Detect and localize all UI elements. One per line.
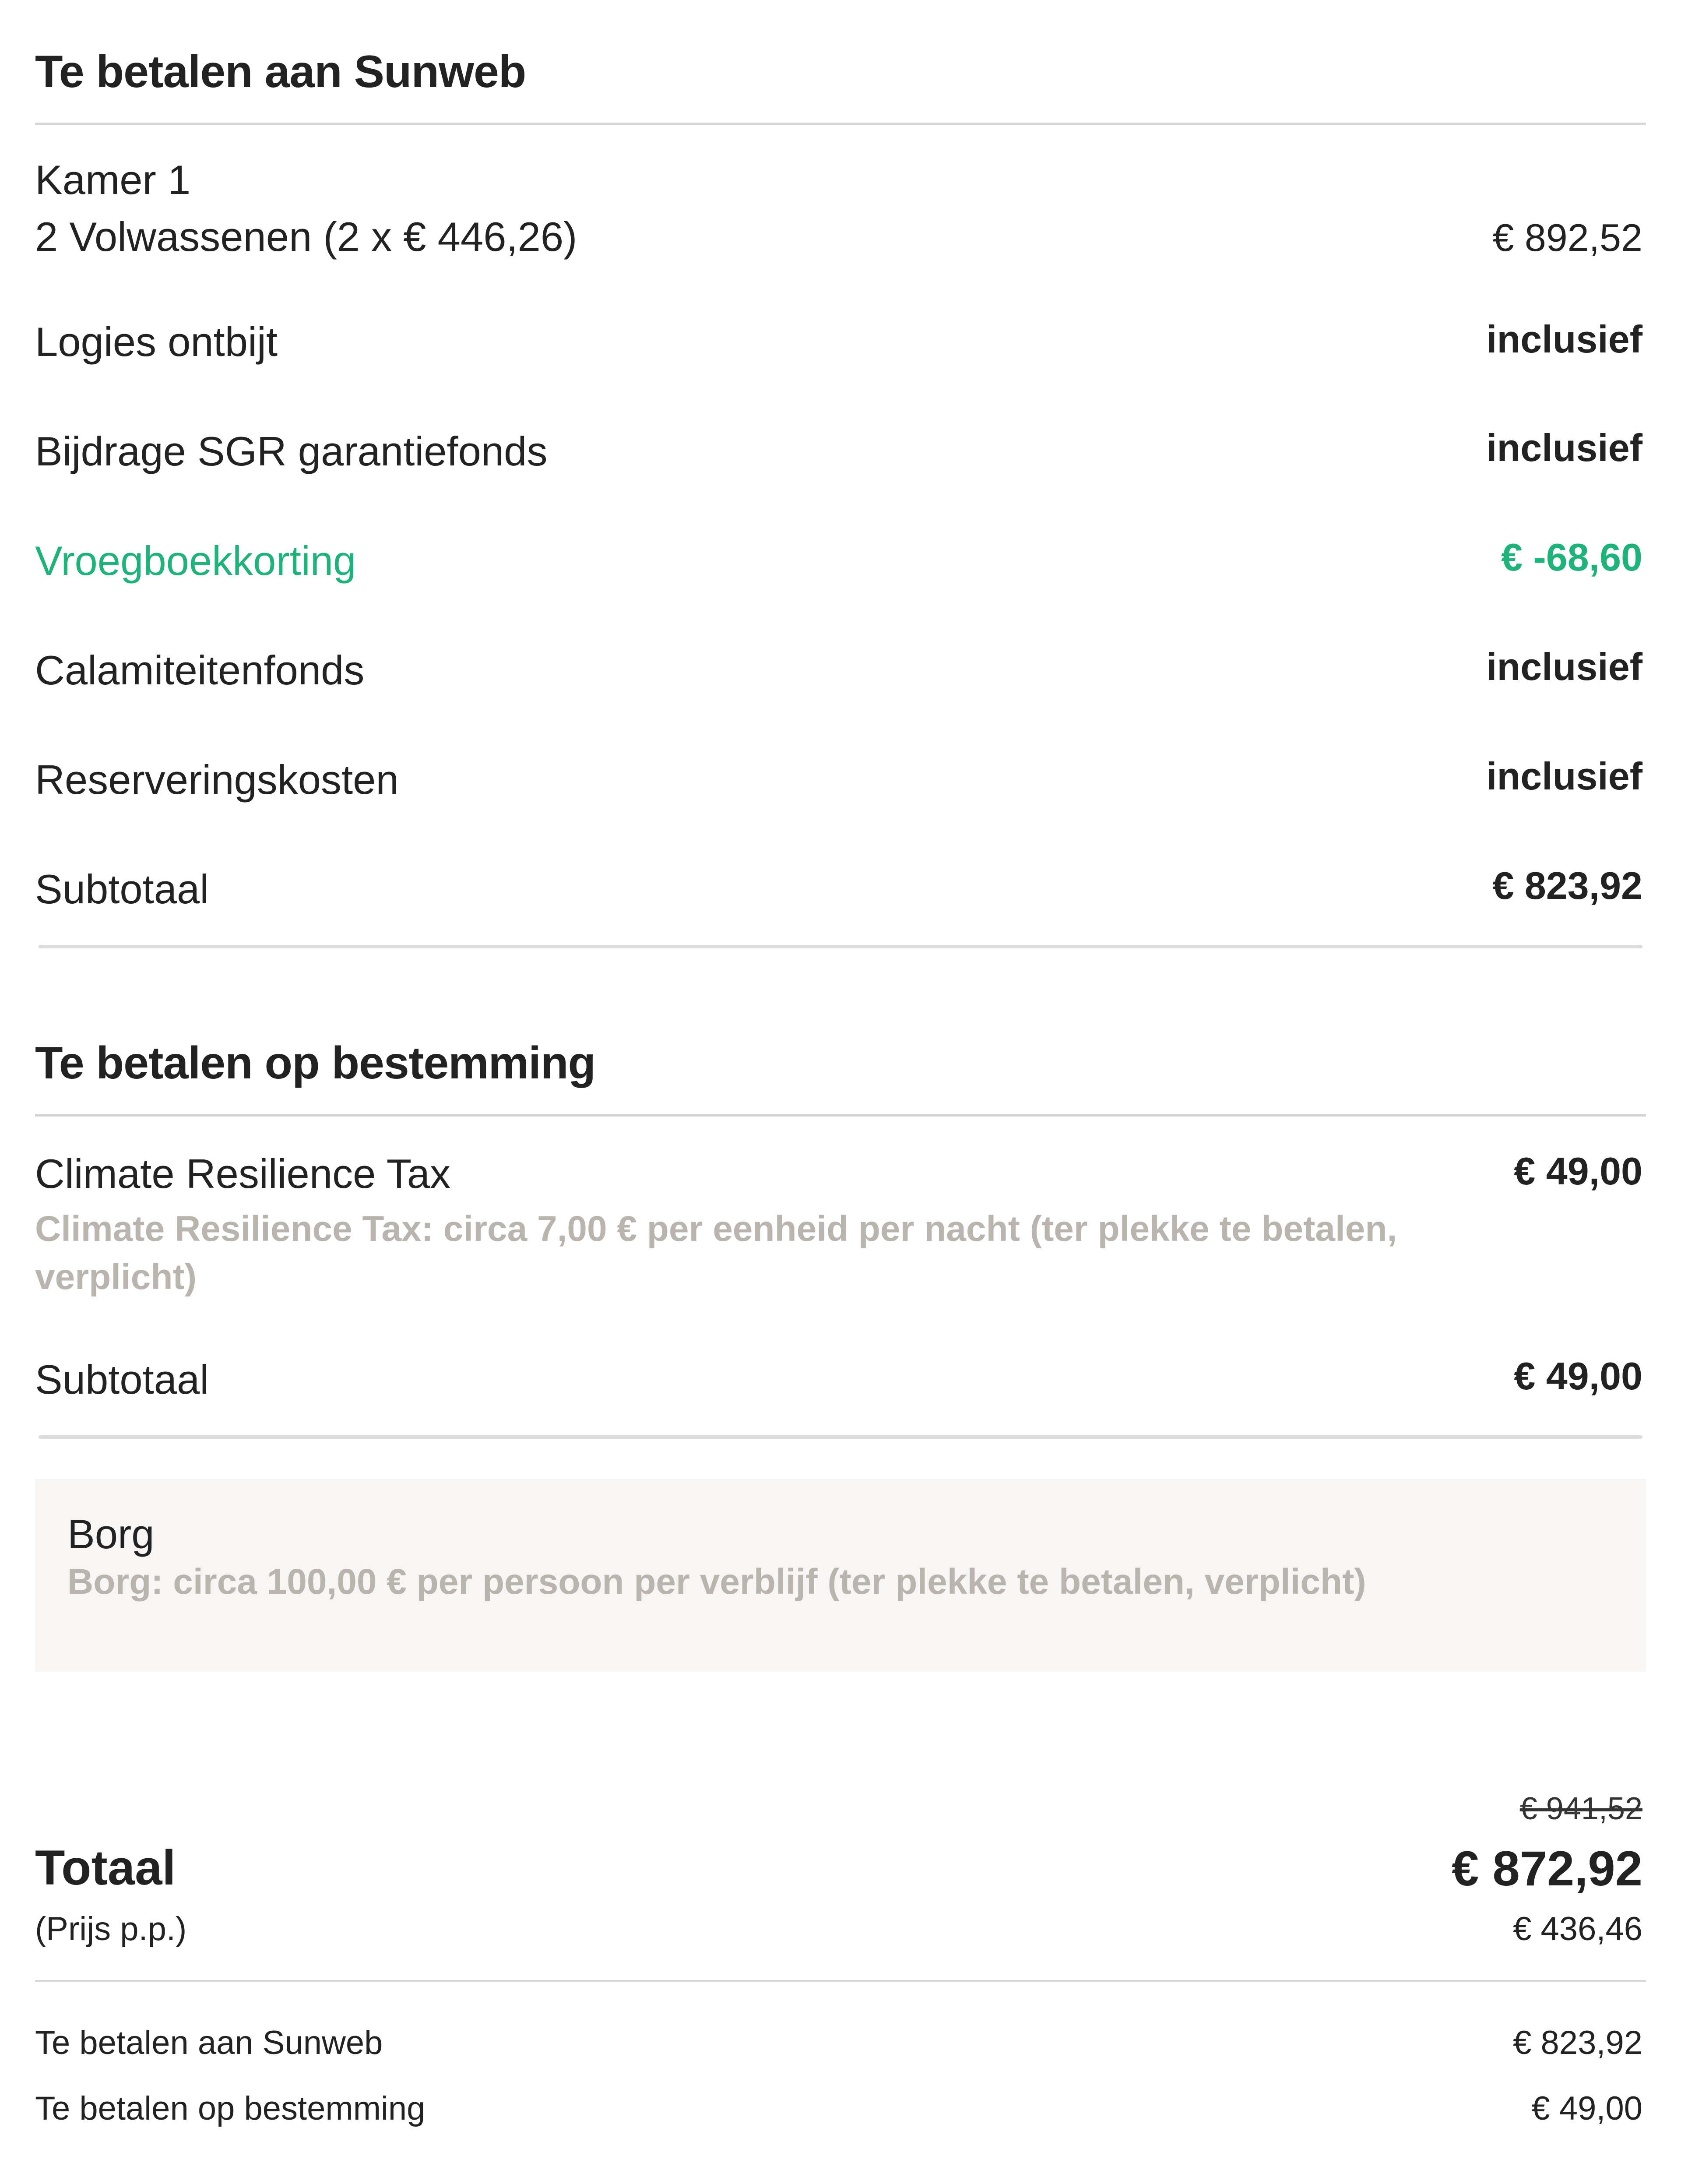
room-label: Kamer 1 bbox=[35, 157, 191, 203]
total-divider bbox=[35, 1980, 1646, 1982]
adults-value: € 892,52 bbox=[1492, 216, 1642, 259]
total-label: Totaal bbox=[35, 1840, 176, 1895]
climate-tax-label: Climate Resilience Tax bbox=[35, 1151, 451, 1197]
sunweb-subtotal-value: € 823,92 bbox=[1492, 864, 1642, 907]
climate-tax-description: Climate Resilience Tax: circa 7,00 € per eenheid per nacht (ter plekke te betalen, verplicht) bbox=[35, 1209, 1397, 1297]
reserveringskosten-value: inclusief bbox=[1486, 754, 1642, 798]
deposit-title: Borg bbox=[67, 1511, 155, 1557]
sunweb-subtotal-label: Subtotaal bbox=[35, 866, 209, 912]
per-person-label: (Prijs p.p.) bbox=[35, 1910, 187, 1948]
reserveringskosten-label: Reserveringskosten bbox=[35, 757, 399, 803]
sunweb-section-title: Te betalen aan Sunweb bbox=[35, 46, 526, 97]
destination-subtotal-divider bbox=[39, 1435, 1642, 1439]
logies-ontbijt-value: inclusief bbox=[1486, 317, 1642, 361]
destination-subtotal-label: Subtotaal bbox=[35, 1356, 209, 1402]
sunweb-subtotal-divider bbox=[39, 945, 1642, 948]
climate-tax-value: € 49,00 bbox=[1514, 1149, 1642, 1193]
total-value: € 872,92 bbox=[1452, 1841, 1642, 1896]
per-person-value: € 436,46 bbox=[1513, 1910, 1642, 1948]
logies-ontbijt-label: Logies ontbijt bbox=[35, 319, 278, 365]
calamiteitenfonds-label: Calamiteitenfonds bbox=[35, 647, 365, 693]
deposit-box bbox=[35, 1479, 1646, 1672]
sgr-garantiefonds-label: Bijdrage SGR garantiefonds bbox=[35, 428, 548, 474]
deposit-description: Borg: circa 100,00 € per persoon per verblijf (ter plekke te betalen, verplicht) bbox=[67, 1562, 1366, 1602]
summary-sunweb-label: Te betalen aan Sunweb bbox=[35, 2024, 383, 2061]
sgr-garantiefonds-value: inclusief bbox=[1486, 426, 1642, 469]
destination-subtotal-value: € 49,00 bbox=[1514, 1354, 1642, 1398]
sunweb-title-divider bbox=[35, 123, 1646, 125]
summary-destination-label: Te betalen op bestemming bbox=[35, 2090, 426, 2127]
destination-title-divider bbox=[35, 1114, 1646, 1117]
summary-sunweb-value: € 823,92 bbox=[1513, 2024, 1642, 2061]
total-original-price: € 941,52 bbox=[1519, 1791, 1642, 1826]
vroegboekkorting-value: € -68,60 bbox=[1501, 535, 1642, 579]
vroegboekkorting-label: Vroegboekkorting bbox=[35, 538, 356, 584]
summary-destination-value: € 49,00 bbox=[1531, 2090, 1642, 2127]
calamiteitenfonds-value: inclusief bbox=[1486, 645, 1642, 688]
destination-section-title: Te betalen op bestemming bbox=[35, 1038, 596, 1088]
adults-label: 2 Volwassenen (2 x € 446,26) bbox=[35, 214, 577, 260]
